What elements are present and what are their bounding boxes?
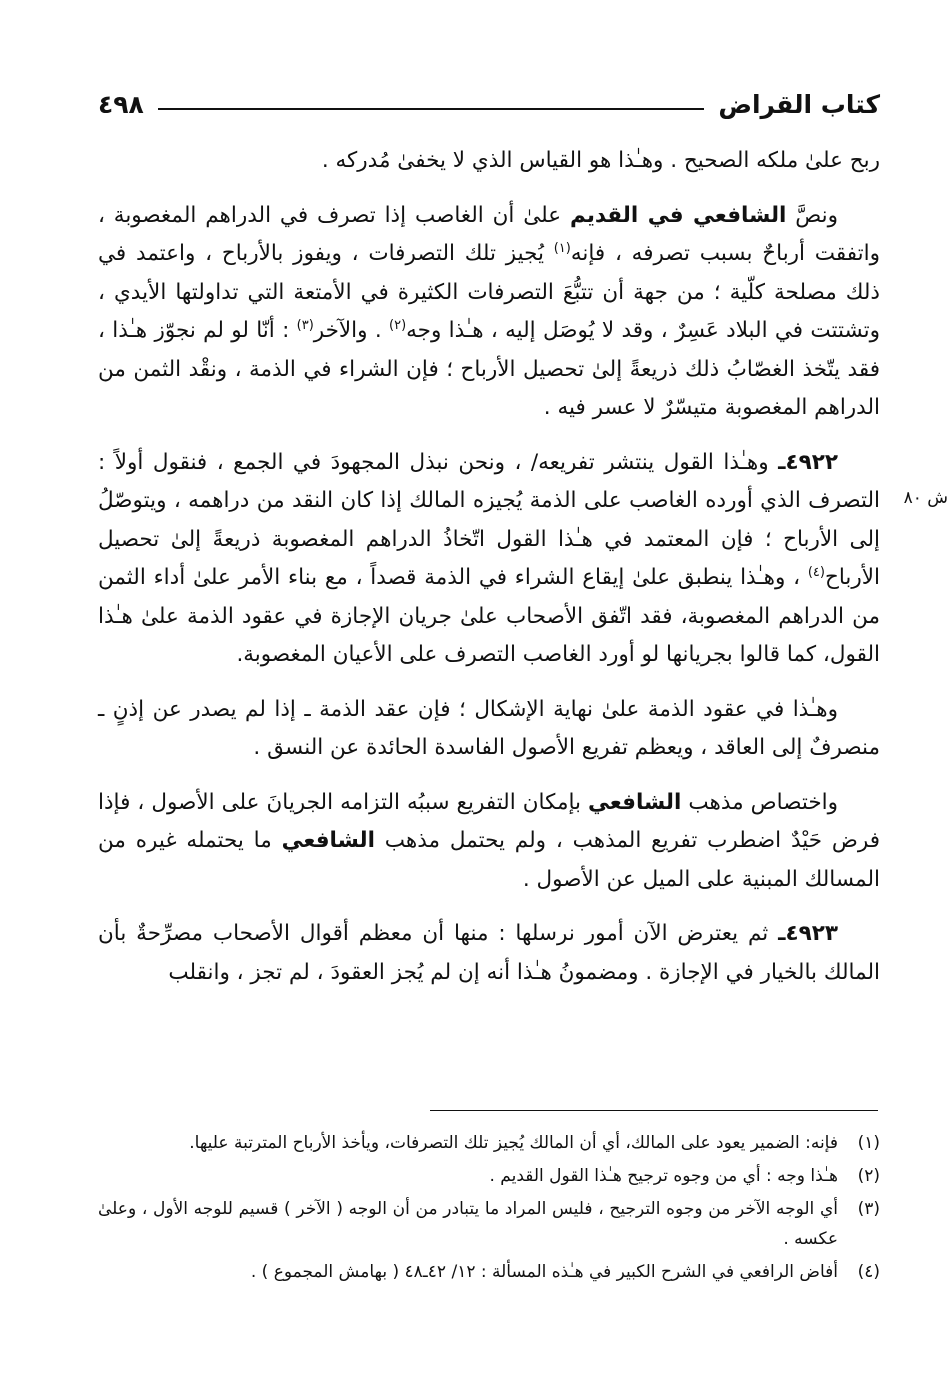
paragraph-2-text2: يُجيز تلك التصرفات ، ويفوز بالأرباح ، واعتمد في ذلك مصلحة كلّية ؛ من جهة أن تتبُّعَ التصرفات الكثيرة في الأمتعة التي تداولتها الأيدي ، وتشتتت في البلاد عَسِرٌ ، وقد لا يُوصَل إليه ، هـٰذا وجه — [98, 241, 881, 343]
paragraph-3-text2: ، وهـٰذا ينطبق علىٰ إيقاع الشراء في الذمة قصداً ، مع بناء الأمر علىٰ أداء الثمن من الدراهم المغصوبة، فقد اتّفق الأصحاب علىٰ جريان الإجازة في عقود الذمة علىٰ هـٰذا القول، كما قالوا بجريانها لو أورد الغاصب التصرف على الأعيان المغصوبة. — [98, 565, 880, 667]
paragraph-5-text: بإمكان التفريع سببُه التزامه الجريانَ على الأصول ، فإذا فرض حَيْدٌ اضطرب تفريع المذهب ، ولم يحتمل مذهب — [98, 789, 880, 853]
page-number: ٤٩٨ — [98, 89, 144, 119]
footnote-number: (٤) — [857, 1262, 880, 1282]
footnote-separator — [430, 1110, 878, 1111]
paragraph-1: ربح علىٰ ملكه الصحيح . وهـٰذا هو القياس الذي لا يخفىٰ مُدركه . — [321, 148, 880, 173]
paragraph-2-bold: الشافعي في القديم — [569, 202, 787, 228]
paragraph-2-text: علىٰ أن الغاصب إذا تصرف في الدراهم المغصوبة ، واتفقت أرباحٌ بسبب تصرفه ، فإنه — [98, 202, 880, 266]
section-number-4922: ٤٩٢٢ـ — [778, 449, 838, 475]
footnote-2 — [98, 1161, 880, 1191]
paragraph-3-text: وهـٰذا القول ينتشر تفريعه/ ، ونحن نبذل المجهودَ في الجمع ، فنقول أولاً : التصرف الذي أورده الغاصب على الذمة يُجيزه المالك إذا كان النقد من دراهمه ، ويتوصّلُ إلى الأرباح ؛ فإن المعتمد في هـٰذا القول اتّخاذُ الدراهم المغصوبة ذريعةً إلىٰ تحصيل الأرباح — [98, 449, 880, 590]
footnote-ref-2[interactable]: (٢) — [389, 317, 407, 333]
footnote-text: أفاض الرافعي في الشرح الكبير في هـٰذه المسألة : ١٢/ ٤٢ـ٤٨ ( بهامش المجموع ) . — [250, 1262, 838, 1282]
footnote-ref-1[interactable]: (١) — [553, 240, 571, 256]
footnote-ref-3[interactable]: (٣) — [296, 317, 314, 333]
paragraph-5-bold2: الشافعي — [281, 828, 375, 853]
footnote-ref-4[interactable]: (٤) — [807, 564, 825, 580]
paragraph-2 — [98, 197, 880, 428]
page-header — [98, 86, 880, 122]
paragraph-5-text2: ما يحتمله غيره من المسالك المبنية على الميل عن الأصول . — [98, 828, 880, 892]
paragraph-6 — [98, 915, 880, 992]
header-rule — [158, 108, 705, 110]
section-number-4923: ٤٩٢٣ـ — [778, 921, 838, 946]
book-title: كتاب القراض — [718, 89, 880, 119]
footnote-3 — [98, 1194, 880, 1254]
footnote-text: هـٰذا وجه : أي من وجوه ترجيح هـٰذا القول القديم . — [489, 1166, 838, 1186]
paragraph-2-text4: : أنّا لو لم نجوّز هـٰذا ، فقد يتّخذ الغصّابُ ذلك ذريعةً إلىٰ تحصيل الأرباح ؛ فإن الشراء في الذمة ، ونقْد الثمن من الدراهم المغصوبة متيسّرٌ لا عسر فيه . — [98, 318, 880, 420]
paragraph-5-bold: الشافعي — [588, 789, 682, 815]
footnotes — [98, 1128, 880, 1290]
paragraph-3 — [98, 444, 880, 675]
manuscript-margin-note: ش ٨٠ — [903, 488, 948, 508]
footnote-number: (٢) — [857, 1166, 880, 1186]
paragraph-4: وهـٰذا في عقود الذمة علىٰ نهاية الإشكال ؛ فإن عقد الذمة ـ إذا لم يصدر عن إذنٍ ـ منصرفٌ إلى العاقد ، ويعظم تفريع الأصول الفاسدة الحائدة عن النسق . — [98, 696, 880, 760]
paragraph-2-text3: . والآخر — [313, 318, 389, 343]
paragraph-6-text: ثم يعترض الآن أمور نرسلها : منها أن معظم أقوال الأصحاب مصرِّحةٌ بأن المالك بالخيار في الإجازة . ومضمونُ هـٰذا أنه إن لم يُجز العقودَ ، لم تجز ، وانقلب — [98, 921, 880, 985]
paragraph-5 — [98, 784, 880, 900]
paragraph-2-pre: ونصَّ — [786, 202, 838, 228]
footnote-text: فإنه: الضمير يعود على المالك، أي أن المالك يُجيز تلك التصرفات، ويأخذ الأرباح المترتبة عليها. — [189, 1133, 838, 1153]
main-text — [98, 142, 880, 1008]
footnote-1 — [98, 1128, 880, 1158]
footnote-number: (٣) — [857, 1199, 880, 1219]
footnote-4 — [98, 1257, 880, 1287]
footnote-text: أي الوجه الآخر من وجوه الترجيح ، فليس المراد ما يتبادر من أن الوجه ( الآخر ) قسيم للوجه الأول ، وعلىٰ عكسه . — [98, 1199, 838, 1249]
paragraph-5-pre: واختصاص مذهب — [681, 789, 838, 815]
footnote-number: (١) — [857, 1133, 880, 1153]
